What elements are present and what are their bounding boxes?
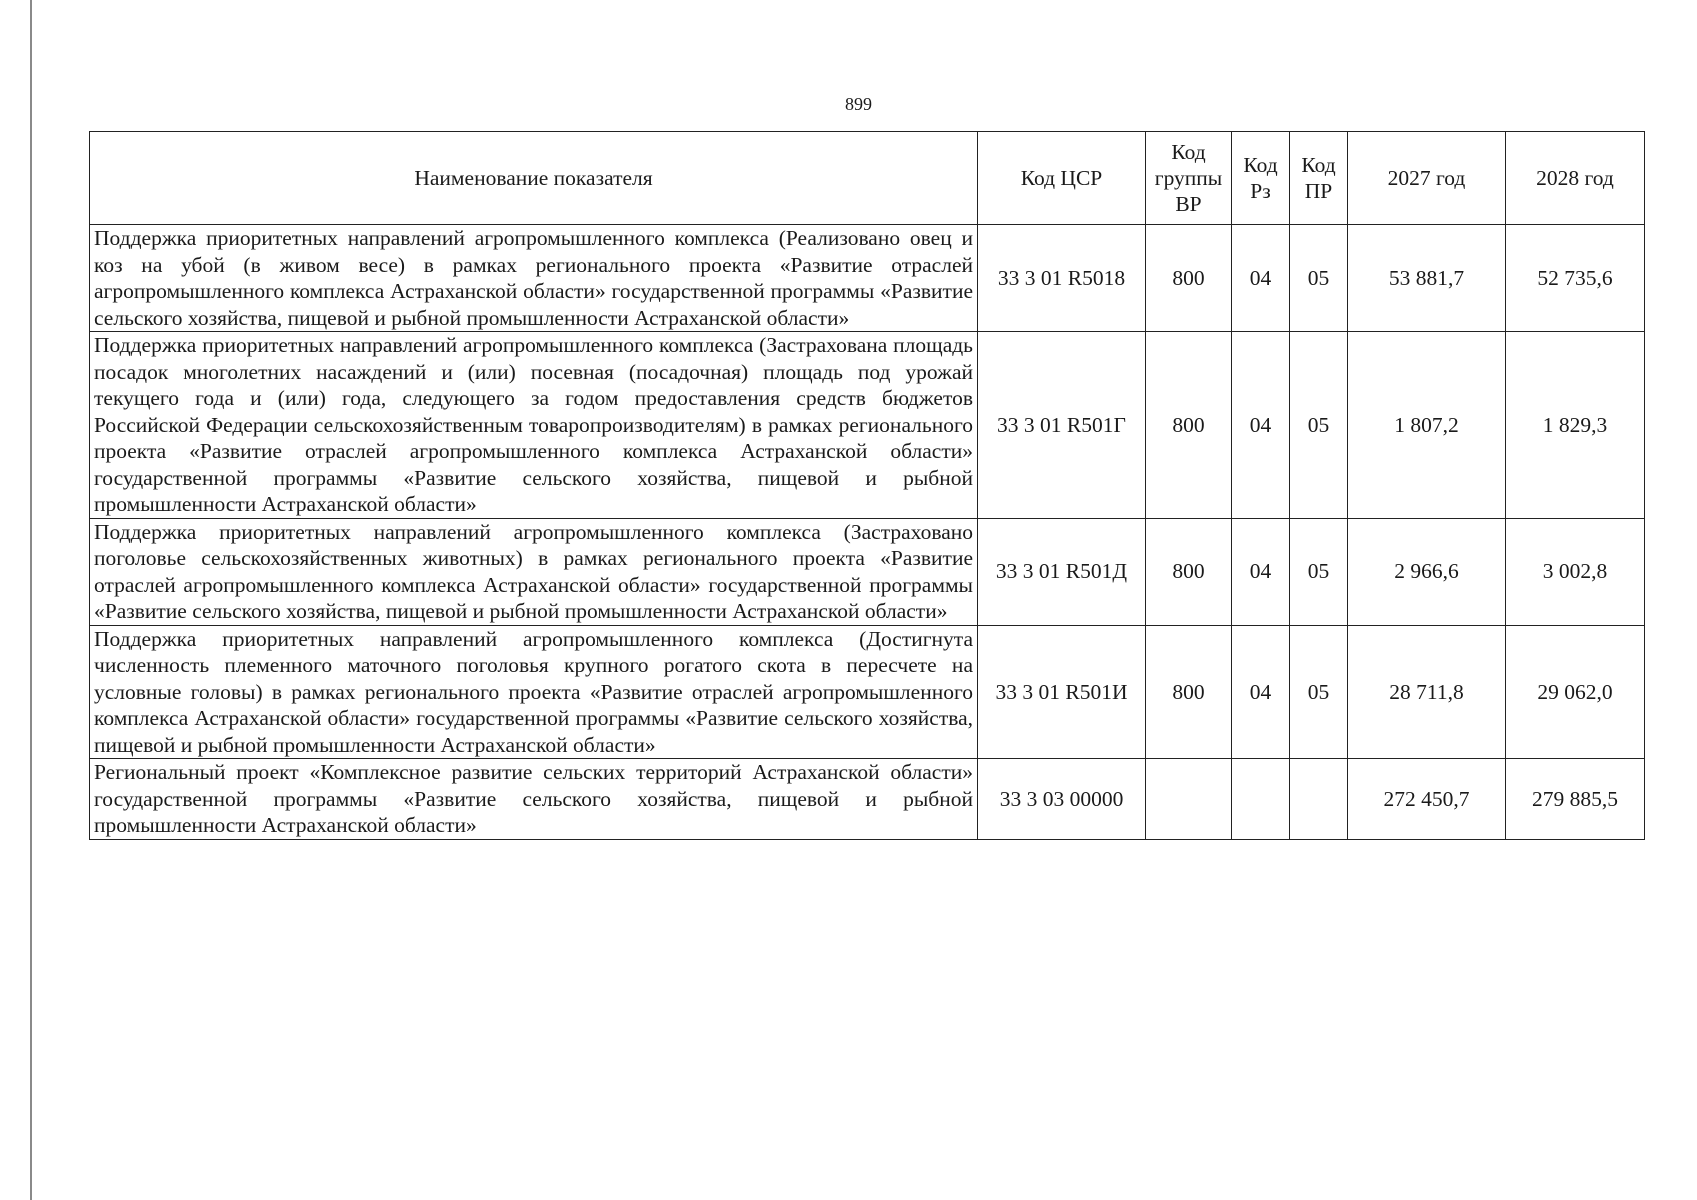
row-rz-code: 04	[1232, 332, 1290, 519]
table-header-row	[90, 132, 1645, 225]
row-name: Поддержка приоритетных направлений агропромышленного комплекса (Застраховано поголовье сельскохозяйственных животных) в рамках регионального проекта «Развитие отраслей агропромышленного комплекса Астраханской области» государственной программы «Развитие сельского хозяйства, пищевой и рыбной промышленности Астраханской области»	[90, 518, 978, 625]
row-csr-code: 33 3 01 R501Д	[978, 518, 1146, 625]
header-rz-code: Код Рз	[1232, 132, 1290, 225]
row-vr-code: 800	[1146, 225, 1232, 332]
header-csr-code: Код ЦСР	[978, 132, 1146, 225]
table-row	[90, 225, 1645, 332]
row-rz-code: 04	[1232, 225, 1290, 332]
row-vr-code	[1146, 759, 1232, 840]
row-name: Поддержка приоритетных направлений агропромышленного комплекса (Реализовано овец и коз на убой (в живом весе) в рамках регионального проекта «Развитие отраслей агропромышленного комплекса Астраханской области» государственной программы «Развитие сельского хозяйства, пищевой и рыбной промышленности Астраханской области»	[90, 225, 978, 332]
header-name: Наименование показателя	[90, 132, 978, 225]
header-year-2027: 2027 год	[1348, 132, 1506, 225]
row-value-2028: 52 735,6	[1506, 225, 1645, 332]
row-pr-code: 05	[1290, 225, 1348, 332]
row-value-2027: 28 711,8	[1348, 625, 1506, 759]
row-rz-code: 04	[1232, 518, 1290, 625]
row-value-2027: 272 450,7	[1348, 759, 1506, 840]
table-row	[90, 518, 1645, 625]
row-rz-code: 04	[1232, 625, 1290, 759]
row-vr-code: 800	[1146, 625, 1232, 759]
row-csr-code: 33 3 01 R5018	[978, 225, 1146, 332]
row-csr-code: 33 3 01 R501И	[978, 625, 1146, 759]
row-value-2027: 1 807,2	[1348, 332, 1506, 519]
row-pr-code: 05	[1290, 518, 1348, 625]
budget-table	[89, 131, 1645, 840]
row-rz-code	[1232, 759, 1290, 840]
page-number: 899	[845, 94, 872, 114]
row-vr-code: 800	[1146, 518, 1232, 625]
row-value-2028: 279 885,5	[1506, 759, 1645, 840]
row-value-2027: 53 881,7	[1348, 225, 1506, 332]
row-csr-code: 33 3 01 R501Г	[978, 332, 1146, 519]
header-pr-code: Код ПР	[1290, 132, 1348, 225]
row-name: Поддержка приоритетных направлений агропромышленного комплекса (Застрахована площадь посадок многолетних насаждений и (или) посевная (посадочная) площадь под урожай текущего года и (или) года, следующего за годом предоставления средств бюджетов Российской Федерации сельскохозяйственным товаропроизводителям) в рамках регионального проекта «Развитие отраслей агропромышленного комплекса Астраханской области» государственной программы «Развитие сельского хозяйства, пищевой и рыбной промышленности Астраханской области»	[90, 332, 978, 519]
table-row	[90, 625, 1645, 759]
row-vr-code: 800	[1146, 332, 1232, 519]
row-value-2028: 29 062,0	[1506, 625, 1645, 759]
row-pr-code: 05	[1290, 332, 1348, 519]
row-value-2028: 1 829,3	[1506, 332, 1645, 519]
table-row	[90, 332, 1645, 519]
row-name: Региональный проект «Комплексное развитие сельских территорий Астраханской области» государственной программы «Развитие сельского хозяйства, пищевой и рыбной промышленности Астраханской области»	[90, 759, 978, 840]
row-value-2028: 3 002,8	[1506, 518, 1645, 625]
row-csr-code: 33 3 03 00000	[978, 759, 1146, 840]
row-pr-code	[1290, 759, 1348, 840]
row-value-2027: 2 966,6	[1348, 518, 1506, 625]
header-vr-code: Код группы ВР	[1146, 132, 1232, 225]
row-name: Поддержка приоритетных направлений агропромышленного комплекса (Достигнута численность племенного маточного поголовья крупного рогатого скота в пересчете на условные головы) в рамках регионального проекта «Развитие отраслей агропромышленного комплекса Астраханской области» государственной программы «Развитие сельского хозяйства, пищевой и рыбной промышленности Астраханской области»	[90, 625, 978, 759]
table-row	[90, 759, 1645, 840]
row-pr-code: 05	[1290, 625, 1348, 759]
header-year-2028: 2028 год	[1506, 132, 1645, 225]
page-binding-line	[30, 0, 32, 1200]
